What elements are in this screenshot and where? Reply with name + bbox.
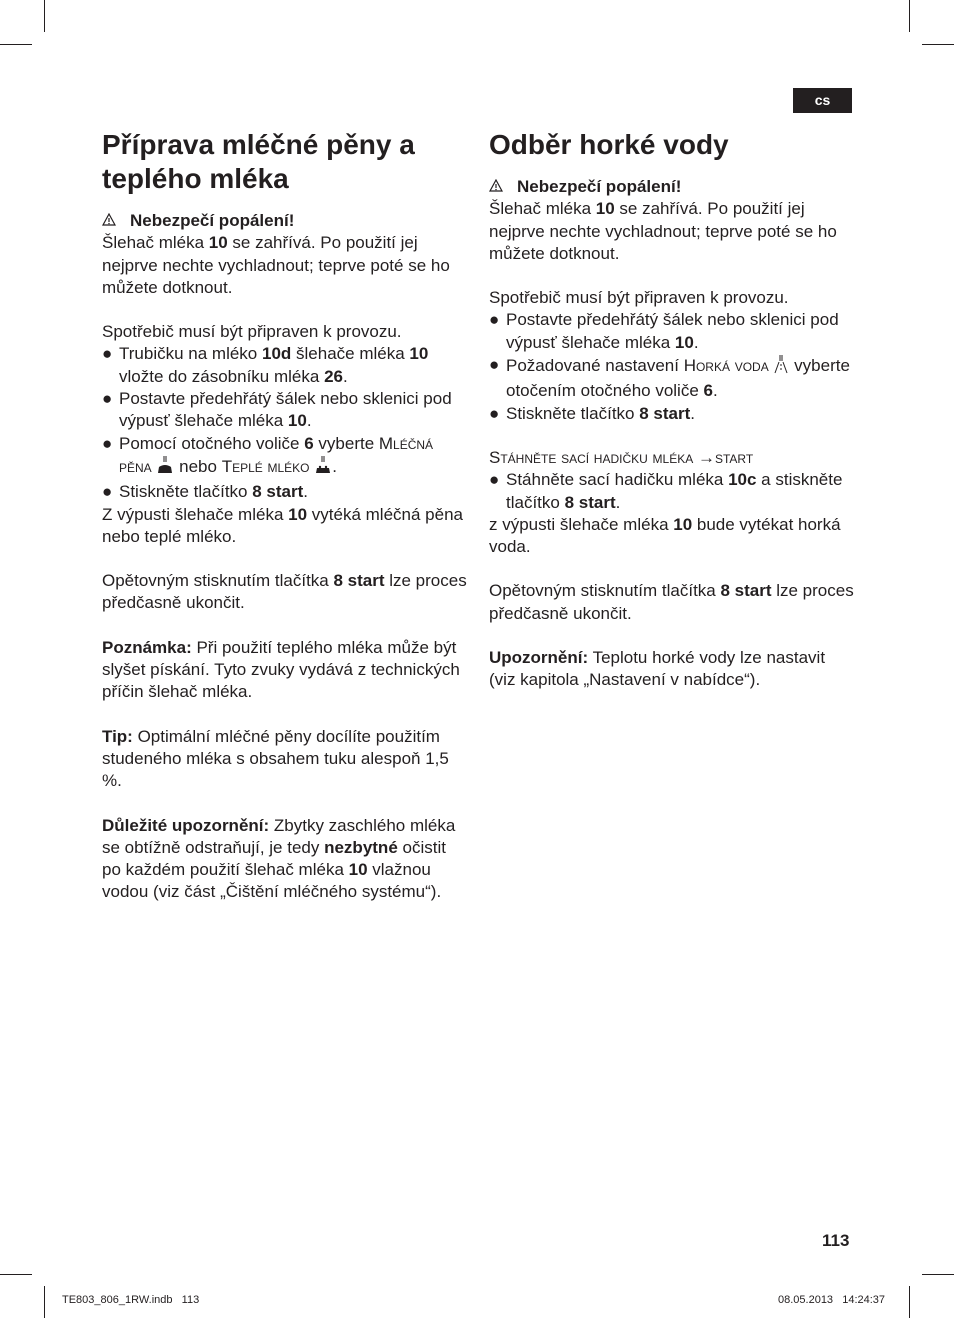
warning-heading [102, 210, 467, 232]
arrow-right-icon: → [697, 447, 715, 467]
steps-list [489, 469, 854, 514]
ready-text: Spotřebič musí být připraven k provozu. [102, 322, 402, 342]
warning-triangle-icon [102, 210, 118, 232]
footer-file-info: TE803_806_1RW.indb 113 [62, 1294, 200, 1306]
list-item: ● Postavte předehřátý šálek nebo sklenici pod výpusť šlehače mléka 10. [102, 389, 452, 431]
important-note-text: Důležité upozornění: Zbytky zaschlého mléka se obtížně odstraňují, je tedy nezbytné očistit po každém použití šlehač mléka 10 vlažnou vodou (viz část „Čištění mléčného systému“). [102, 815, 456, 902]
tip-text: Tip: Optimální mléčné pěny docílíte použitím studeného mléka s obsahem tuku alespoň 1,5 %. [102, 726, 449, 791]
list-item: ● Pomocí otočného voliče 6 vyberte Mléčná pěna nebo Teplé mléko . [102, 433, 467, 482]
ready-text: Spotřebič musí být připraven k provozu. [489, 288, 789, 308]
note-text: Poznámka: Při použití teplého mléka může být slyšet pískání. Tyto zvuky vydává z technických příčin šlehač mléka. [102, 637, 460, 702]
footer-date-time: 08.05.2013 14:24:37 [778, 1294, 886, 1306]
list-item: ● Požadované nastavení Horká voda vyberte otočením otočného voliče 6. [489, 355, 850, 401]
display-text-milk-foam: Mléčná pěna [119, 433, 434, 476]
display-message: Stáhněte sací hadičku mléka →start [489, 447, 754, 467]
hot-water-icon [773, 354, 789, 380]
list-item: ● Postavte předehřátý šálek nebo sklenici pod výpusť šlehače mléka 10. [489, 310, 839, 352]
warning-heading [489, 176, 854, 198]
display-text-hot-water: Horká voda [683, 356, 769, 376]
crop-mark [909, 1286, 910, 1318]
list-item: ● Stáhněte sací hadičku mléka 10c a stiskněte tlačítko 8 start. [489, 470, 843, 512]
warning-text: Šlehač mléka 10 se zahřívá. Po použití jej nejprve nechte vychladnout; teprve poté se ho můžete dotknout. [489, 199, 837, 263]
warning-text: Šlehač mléka 10 se zahřívá. Po použití jej nejprve nechte vychladnout; teprve poté se ho můžete dotknout. [102, 233, 450, 297]
steps-list [102, 343, 467, 503]
result-text: Z výpusti šlehače mléka 10 vytéká mléčná pěna nebo teplé mléko. [102, 504, 463, 546]
left-column [102, 128, 467, 904]
warning-title: Nebezpečí popálení! [130, 211, 295, 230]
note-text: Upozornění: Teplotu horké vody lze nastavit (viz kapitola „Nastavení v nabídce“). [489, 648, 826, 690]
section-title-hot-water: Odběr horké vody [489, 129, 729, 160]
crop-mark [909, 0, 910, 32]
warm-milk-icon [314, 455, 332, 481]
page-number: 113 [822, 1231, 850, 1250]
crop-mark [922, 44, 954, 45]
stop-text: Opětovným stisknutím tlačítka 8 start lze proces předčasně ukončit. [102, 571, 467, 613]
list-item: ● Stiskněte tlačítko 8 start. [102, 482, 308, 502]
language-tab: cs [793, 88, 852, 113]
warning-title: Nebezpečí popálení! [517, 177, 682, 196]
crop-mark [0, 1274, 32, 1275]
crop-mark [0, 44, 32, 45]
list-item: ● Stiskněte tlačítko 8 start. [489, 403, 695, 423]
list-item: ● Trubičku na mléko 10d šlehače mléka 10 vložte do zásobníku mléka 26. [102, 344, 429, 386]
stop-text: Opětovným stisknutím tlačítka 8 start lze proces předčasně ukončit. [489, 581, 854, 623]
crop-mark [44, 1286, 45, 1318]
section-title-milk-foam: Příprava mléčné pěny a teplého mléka [102, 129, 415, 194]
warning-triangle-icon [489, 176, 505, 198]
display-text-warm-milk: Teplé mléko [221, 456, 310, 476]
steps-list [489, 309, 854, 424]
crop-mark [922, 1274, 954, 1275]
right-column [489, 128, 854, 692]
crop-mark [44, 0, 45, 32]
milk-foam-icon [156, 455, 174, 481]
result-text: z výpusti šlehače mléka 10 bude vytékat horká voda. [489, 514, 841, 557]
